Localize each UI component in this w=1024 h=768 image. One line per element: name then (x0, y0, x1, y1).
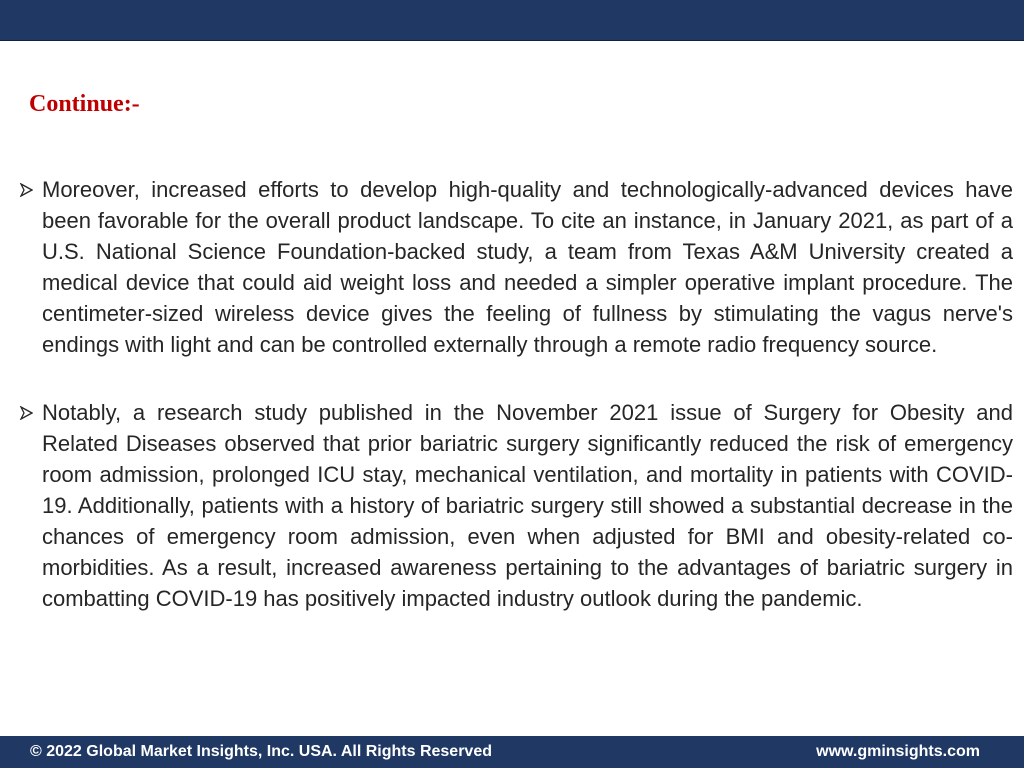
footer-bar (0, 736, 1024, 768)
bullet-text: Notably, a research study published in the November 2021 issue of Surgery for Obesity and Related Diseases observed that prior bariatric surgery significantly reduced the risk of emergency room admission, prolonged ICU stay, mechanical ventilation, and mortality in patients with COVID-19. Additionally, patients with a history of bariatric surgery still showed a substantial decrease in the chances of emergency room admission, even when adjusted for BMI and obesity-related co-morbidities. As a result, increased awareness pertaining to the advantages of bariatric surgery in combatting COVID-19 has positively impacted industry outlook during the pandemic. (42, 400, 1013, 611)
bullet-list (10, 174, 1013, 651)
bullet-text: Moreover, increased efforts to develop high-quality and technologically-advanced devices have been favorable for the overall product landscape. To cite an instance, in January 2021, as part of a U.S. National Science Foundation-backed study, a team from Texas A&M University created a medical device that could aid weight loss and needed a simpler operative implant procedure. The centimeter-sized wireless device gives the feeling of fullness by stimulating the vagus nerve's endings with light and can be controlled externally through a remote radio frequency source. (42, 177, 1013, 357)
footer-copyright: © 2022 Global Market Insights, Inc. USA. All Rights Reserved (30, 743, 492, 760)
arrow-bullet-icon (10, 397, 42, 428)
arrow-bullet-icon (10, 174, 42, 205)
bullet-item (10, 397, 1013, 614)
top-banner (0, 0, 1024, 41)
footer-website-link[interactable]: www.gminsights.com (816, 743, 980, 760)
bullet-item (10, 174, 1013, 360)
slide-heading: Continue:- (29, 91, 140, 117)
